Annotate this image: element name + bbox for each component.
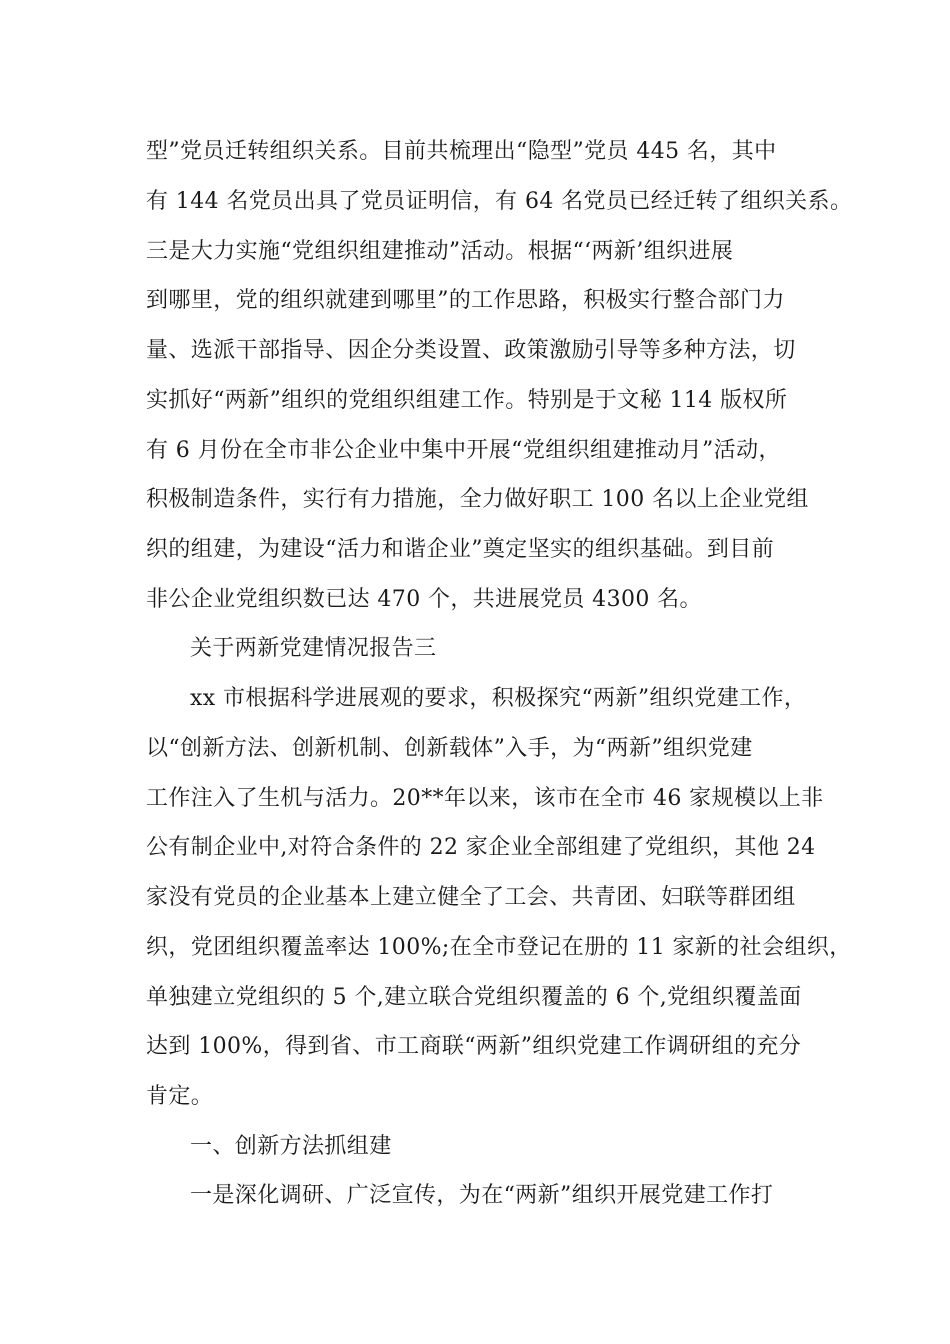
paragraph-line: 实抓好“两新”组织的党组织组建工作。特别是于文秘 114 版权所 xyxy=(146,388,788,413)
section-heading: 一、创新方法抓组建 xyxy=(190,1134,392,1159)
paragraph-line: 三是大力实施“党组织组建推动”活动。根据“‘两新’组织进展 xyxy=(146,239,734,264)
paragraph-line: 达到 100%，得到省、市工商联“两新”组织党建工作调研组的充分 xyxy=(146,1034,802,1059)
paragraph-line: 单独建立党组织的 5 个,建立联合党组织覆盖的 6 个,党组织覆盖面 xyxy=(146,985,802,1010)
paragraph-line: 有 6 月份在全市非公企业中集中开展“党组织组建推动月”活动， xyxy=(146,438,781,463)
paragraph-line: 非公企业党组织数已达 470 个，共进展党员 4300 名。 xyxy=(146,587,702,612)
paragraph-line: 一是深化调研、广泛宣传，为在“两新”组织开展党建工作打 xyxy=(190,1183,774,1208)
paragraph-line: 家没有党员的企业基本上建立健全了工会、共青团、妇联等群团组 xyxy=(146,885,796,910)
paragraph-line: 积极制造条件，实行有力措施，全力做好职工 100 名以上企业党组 xyxy=(146,487,809,512)
section-title: 关于两新党建情况报告三 xyxy=(190,636,437,661)
paragraph-line: 型”党员迁转组织关系。目前共梳理出“隐型”党员 445 名，其中 xyxy=(146,139,777,164)
paragraph-line: 以“创新方法、创新机制、创新载体”入手，为“两新”组织党建 xyxy=(146,736,753,761)
paragraph-line: 织，党团组织覆盖率达 100%;在全市登记在册的 11 家新的社会组织， xyxy=(146,935,852,960)
paragraph-line: 量、选派干部指导、因企分类设置、政策激励引导等多种方法，切 xyxy=(146,338,796,363)
paragraph-line: 到哪里，党的组织就建到哪里”的工作思路，积极实行整合部门力 xyxy=(146,288,785,313)
paragraph-line: 肯定。 xyxy=(146,1084,214,1109)
paragraph-line: 织的组建，为建设“活力和谐企业”奠定坚实的组织基础。到目前 xyxy=(146,537,775,562)
paragraph-line: 工作注入了生机与活力。20**年以来，该市在全市 46 家规模以上非 xyxy=(146,786,824,811)
paragraph-line: 公有制企业中,对符合条件的 22 家企业全部组建了党组织，其他 24 xyxy=(146,835,816,860)
paragraph-line: 有 144 名党员出具了党员证明信，有 64 名党员已经迁转了组织关系。 xyxy=(146,189,853,214)
paragraph-line: xx 市根据科学进展观的要求，积极探究“两新”组织党建工作， xyxy=(190,686,807,711)
